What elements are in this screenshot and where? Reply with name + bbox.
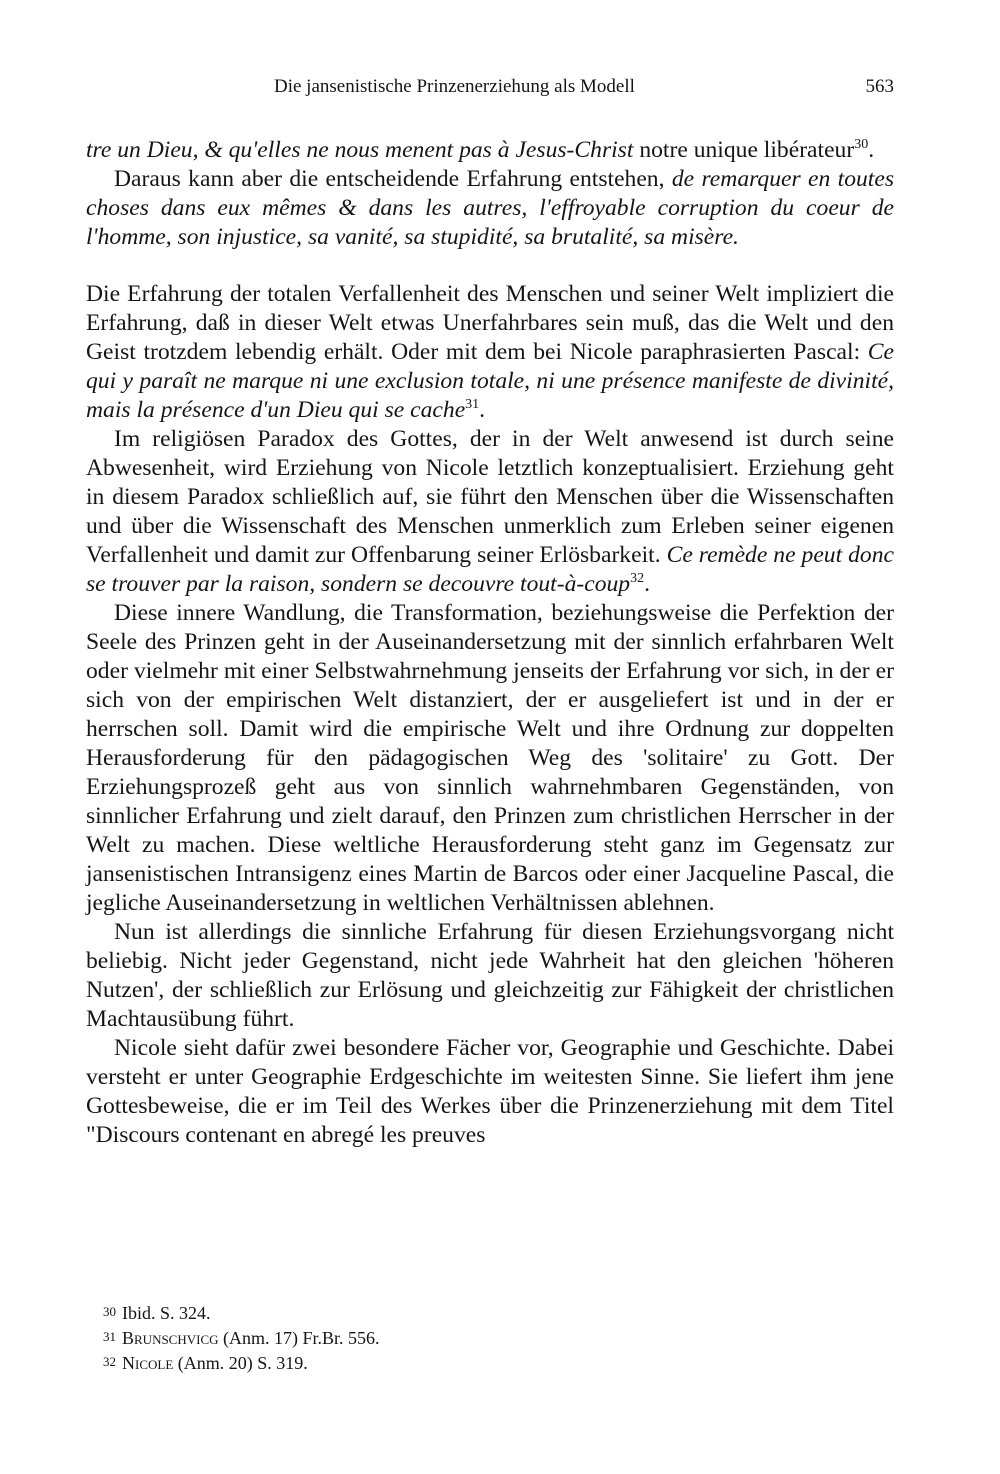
footnote-number: 30	[103, 1304, 116, 1319]
footnote-number: 32	[103, 1354, 116, 1369]
footnotes	[103, 1300, 883, 1375]
footnote-30	[103, 1300, 883, 1325]
paragraph-1	[86, 136, 894, 165]
footnote-text: (Anm. 20) S. 319.	[173, 1353, 308, 1373]
paragraph-text: Im religiösen Paradox des Gottes, der in der Welt anwesend ist durch seine Abwesenheit, wird Erziehung von Nicole letztlich konzeptualisiert. Erziehung geht in diesem Paradox schließlich auf, sie führt den Menschen über die Wissenschaften und über die Wissenschaft des Menschen unmerklich zum Erleben seiner eigenen Verfallenheit und damit zur Offenbarung seiner Erlösbarkeit.	[86, 426, 894, 568]
french-quote: Ce qui y paraît ne marque ni une exclusion totale, ni une présence manifeste de divinité, mais la présence d'un Dieu qui se cache	[86, 339, 894, 423]
footnote-ref-31: 31	[465, 397, 480, 413]
footnote-32	[103, 1350, 883, 1375]
paragraph-6: Nun ist allerdings die sinnliche Erfahrung für diesen Erziehungsvorgang nicht beliebig. Nicht jeder Gegenstand, nicht jede Wahrheit hat den gleichen 'höheren Nutzen', der schließlich zur Erlösung und gleichzeitig zur Fähigkeit der christlichen Machtausübung führt.	[86, 919, 894, 1032]
footnote-text: Ibid. S. 324.	[122, 1303, 211, 1323]
footnote-number: 31	[103, 1329, 116, 1344]
footnote-31	[103, 1325, 883, 1350]
paragraph-7: Nicole sieht dafür zwei besondere Fächer vor, Geographie und Geschichte. Dabei versteht er unter Geographie Erdgeschichte im weitesten Sinne. Sie liefert ihm jene Gottesbeweise, die er im Teil des Werkes über die Prinzenerziehung mit dem Titel "Discours contenant en abregé les preuves	[86, 1035, 894, 1148]
sentence-end: .	[479, 397, 486, 423]
paragraph-text: Daraus kann aber die entscheidende Erfahrung entstehen,	[114, 166, 672, 192]
paragraph-4	[86, 425, 894, 599]
footnote-author: Brunschvicg	[122, 1328, 219, 1348]
french-quote: de remarquer en toutes choses dans eux mêmes & dans les autres, l'effroyable corruption du coeur de l'homme, son injustice, sa vanité, sa stupidité, sa brutalité, sa misère.	[86, 166, 895, 250]
paragraph-5: Diese innere Wandlung, die Transformation, beziehungsweise die Perfektion der Seele des Prinzen geht in der Auseinandersetzung mit der sinnlich erfahrbaren Welt oder vielmehr mit einer Selbstwahrnehmung jenseits der Erfahrung vor sich, in der er sich von der empirischen Welt distanziert, der er ausgeliefert ist und in der er herrschen soll. Damit wird die empirische Welt und ihre Ordnung zur doppelten Herausforderung für den pädagogischen Weg des 'solitaire' zu Gott. Der Erziehungsprozeß geht aus von sinnlich wahrnehmbaren Gegenständen, von sinnlicher Erfahrung und zielt darauf, den Prinzen zum christlichen Herrscher in der Welt zu machen. Diese weltliche Herausforderung steht ganz im Gegensatz zur jansenistischen Intransigenz eines Martin de Barcos oder einer Jacqueline Pascal, die jegliche Auseinandersetzung in weltlichen Verhältnissen ablehnen.	[86, 600, 894, 916]
footnote-ref-30: 30	[854, 137, 869, 153]
sentence-end: .	[644, 571, 651, 597]
footnote-author: Nicole	[122, 1353, 174, 1373]
paragraph-text: Die Erfahrung der totalen Verfallenheit des Menschen und seiner Welt impliziert die Erfahrung, daß in dieser Welt etwas Unerfahrbares sein muß, das die Welt und den Geist trotzdem lebendig erhält. Oder mit dem bei Nicole paraphrasierten Pascal:	[86, 281, 894, 365]
running-header	[86, 76, 894, 106]
paragraph-3	[86, 280, 894, 425]
paragraph-2	[86, 165, 894, 252]
sentence-end: .	[868, 137, 875, 163]
running-title: Die jansenistische Prinzenerziehung als Modell	[274, 76, 635, 97]
body-text	[86, 136, 894, 1150]
page-number: 563	[865, 76, 894, 97]
paragraph-text: notre unique libérateur	[633, 137, 855, 163]
footnote-ref-32: 32	[630, 571, 645, 587]
french-quote: Ce remède ne peut donc se trouver par la raison, sondern se decouvre tout-à-coup	[86, 542, 894, 597]
french-quote: tre un Dieu, & qu'elles ne nous menent pas à Jesus-Christ	[86, 137, 634, 163]
footnote-text: (Anm. 17) Fr.Br. 556.	[218, 1328, 380, 1348]
